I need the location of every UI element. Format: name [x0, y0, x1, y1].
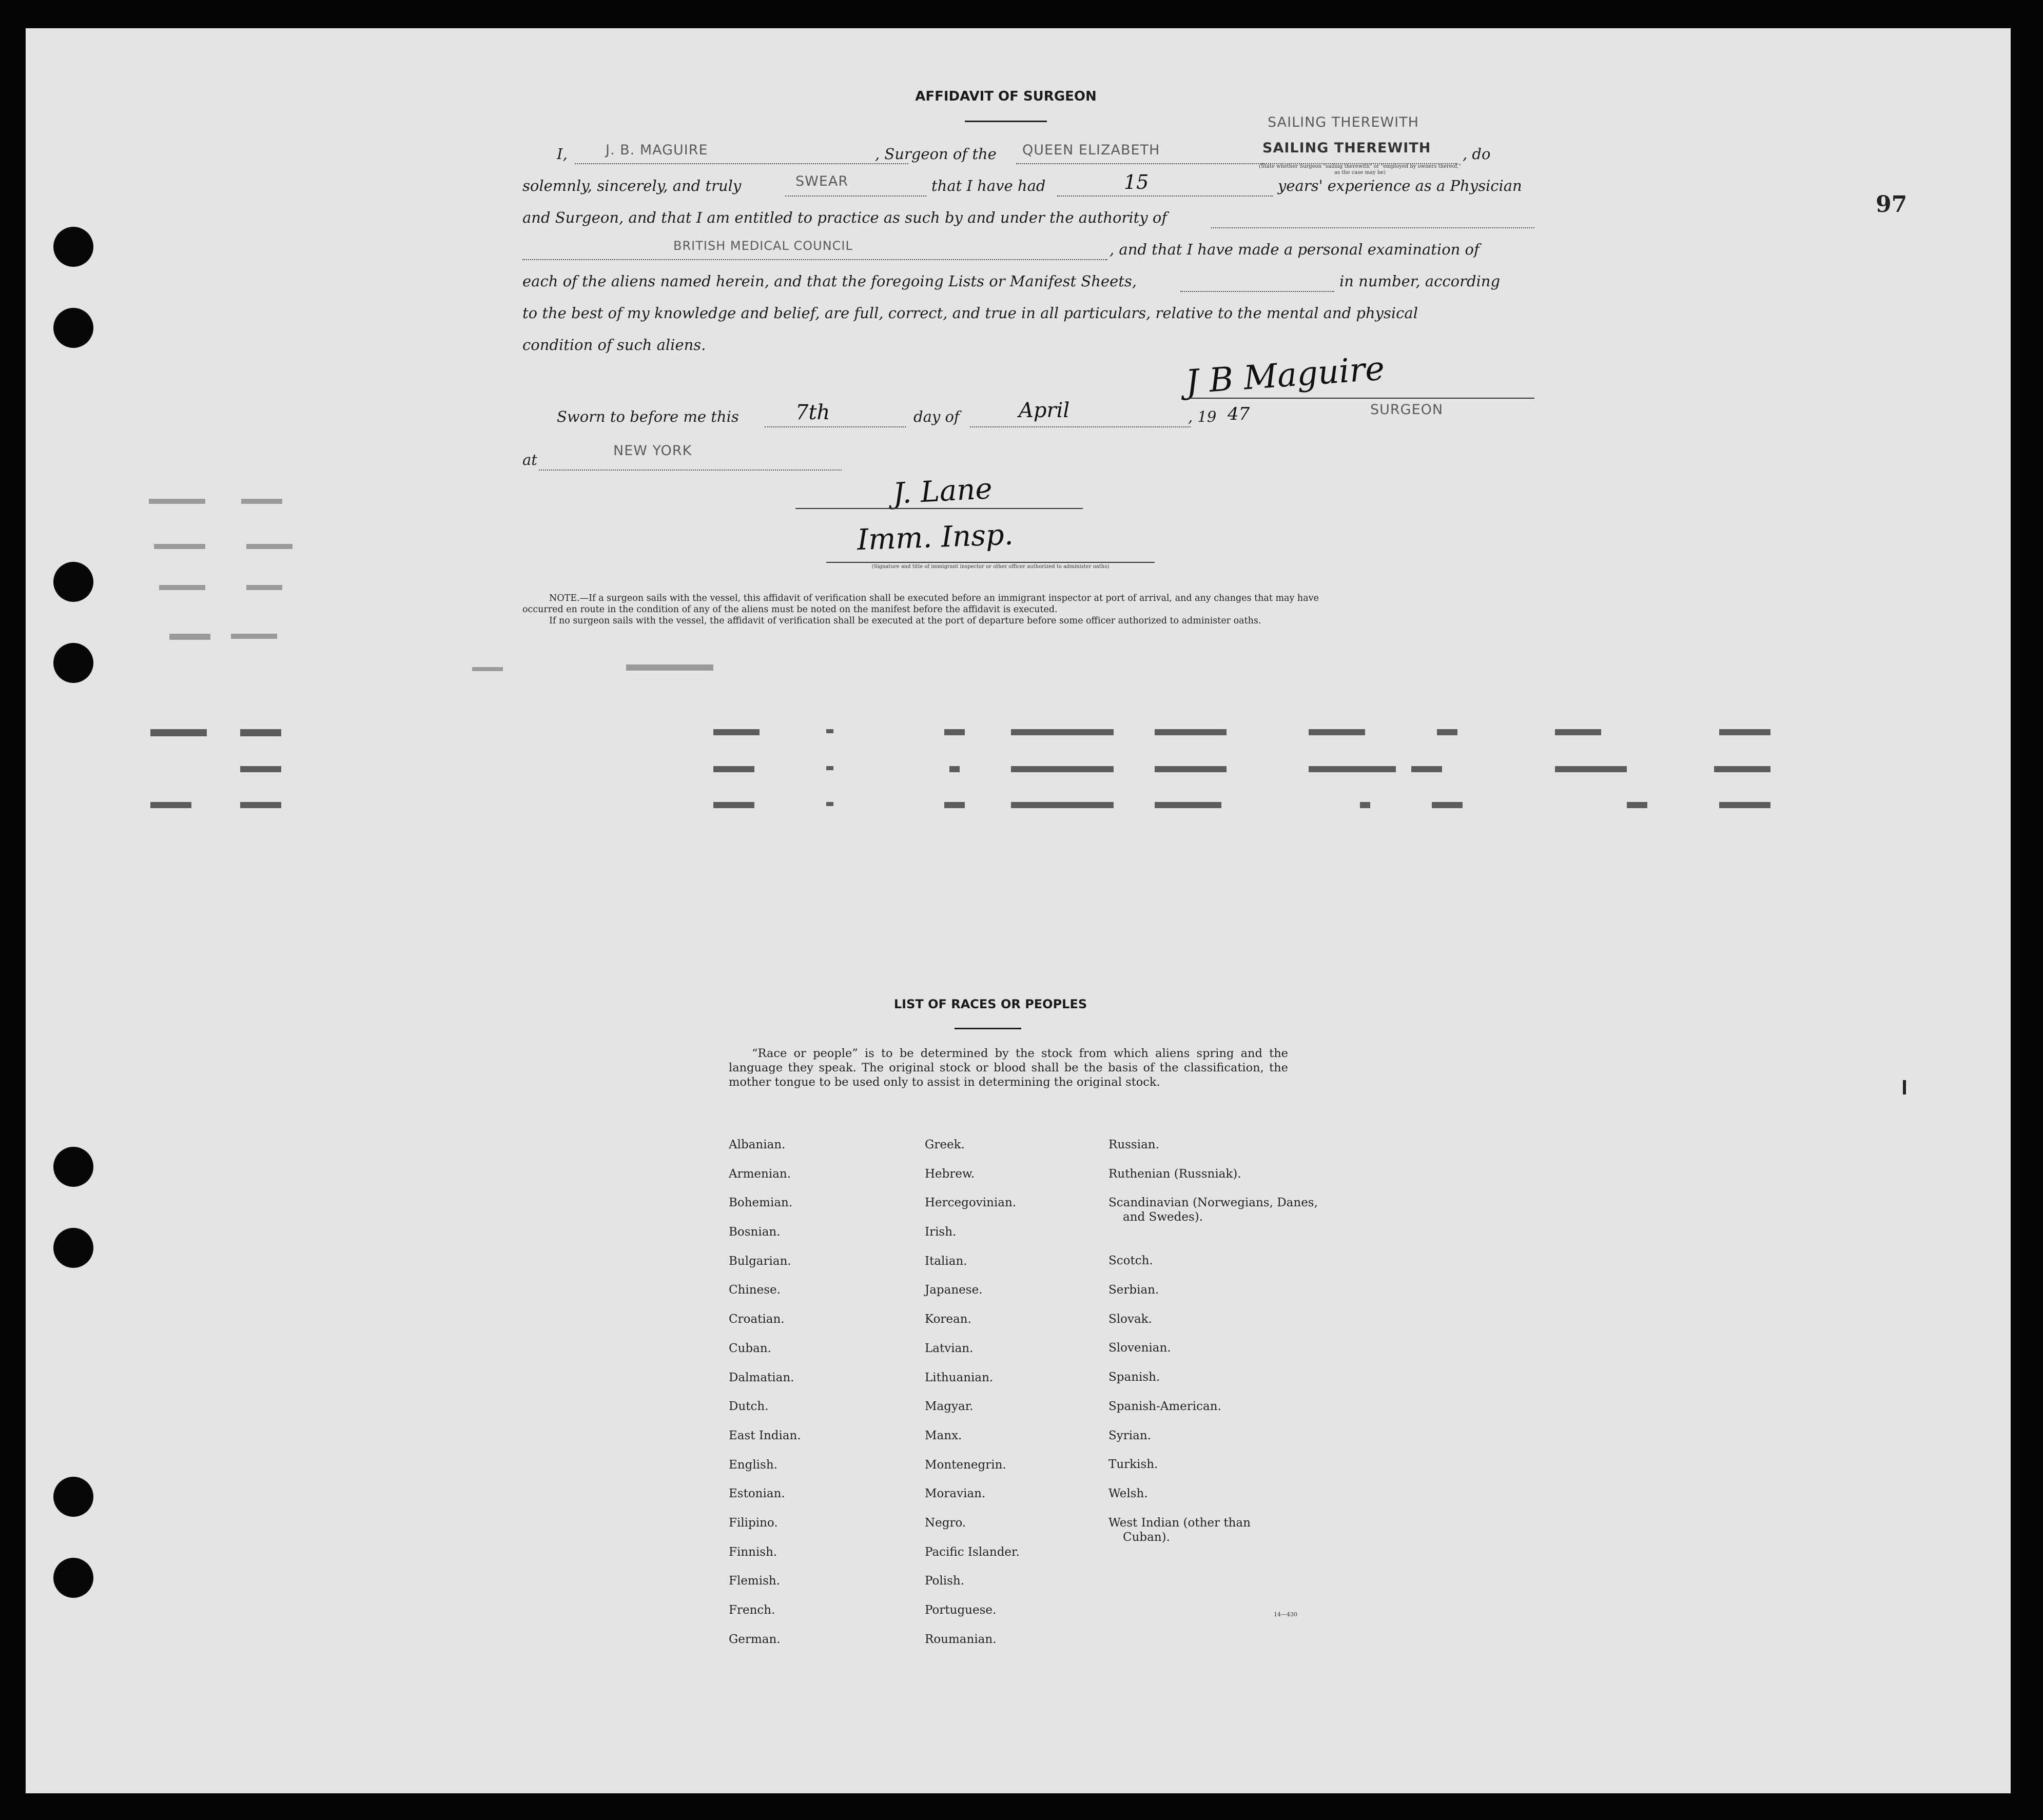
line5-text-b: in number, according: [1339, 272, 1501, 290]
sailing-stamp: SAILING THEREWITH: [1262, 140, 1431, 156]
races-intro: “Race or people” is to be determined by the stock from which aliens spring and the language they speak. The original stock or blood shall be the basis of the classification, the mother tongue to be used only to assist in determining the original stock.: [729, 1047, 1288, 1089]
punch-hole: [53, 1558, 93, 1598]
year-prefix: , 19: [1188, 408, 1217, 425]
month-blank: [970, 426, 1191, 427]
race-item: Chinese.: [729, 1283, 781, 1297]
race-item: Spanish-American.: [1108, 1399, 1221, 1413]
inspector-line-2: [826, 562, 1155, 563]
sworn-text-b: day of: [913, 408, 960, 425]
line3-text: and Surgeon, and that I am entitled to practice as such by and under the authority of: [522, 209, 1168, 226]
race-item: Scotch.: [1108, 1254, 1153, 1268]
line7-text: condition of such aliens.: [522, 336, 706, 354]
faded-manifest-rows: [26, 28, 2011, 901]
race-item: Slovenian.: [1108, 1341, 1171, 1355]
race-item: Italian.: [925, 1254, 967, 1268]
authority-blank-2: [522, 259, 1107, 260]
races-title: LIST OF RACES OR PEOPLES: [893, 997, 1087, 1011]
race-item: Dalmatian.: [729, 1371, 794, 1384]
race-item: Bosnian.: [729, 1225, 781, 1239]
pre-name-text: I,: [557, 145, 568, 163]
race-item: Japanese.: [925, 1283, 983, 1297]
race-item: Korean.: [925, 1313, 971, 1326]
race-item: Turkish.: [1108, 1458, 1158, 1472]
inspector-title-signature: Imm. Insp.: [856, 518, 1014, 557]
race-item: Russian.: [1108, 1138, 1159, 1151]
race-item: Portuguese.: [925, 1603, 997, 1617]
race-item: Welsh.: [1108, 1486, 1148, 1500]
race-item: German.: [729, 1632, 781, 1646]
race-item: French.: [729, 1603, 775, 1617]
race-item: Latvian.: [925, 1341, 974, 1355]
title-underline: [965, 121, 1047, 122]
races-column-1: [729, 1138, 913, 1661]
race-item: Armenian.: [729, 1167, 791, 1181]
line4-text: , and that I have made a personal examination of: [1110, 241, 1480, 258]
surgeon-label: SURGEON: [1370, 402, 1444, 418]
line6-text: to the best of my knowledge and belief, are full, correct, and true in all particulars, relative to the mental and physical: [522, 304, 1418, 322]
note-line-2: occurred en route in the condition of any of the aliens must be noted on the manifest before the affidavit is executed.: [522, 604, 1058, 615]
race-item: Bulgarian.: [729, 1254, 791, 1268]
race-item: Irish.: [925, 1225, 957, 1239]
race-item: Greek.: [925, 1138, 965, 1151]
race-item: Pacific Islander.: [925, 1545, 1020, 1559]
race-item: Montenegrin.: [925, 1458, 1006, 1472]
inspector-caption: (Signature and title of immigrant inspector or other officer authorized to administer oaths): [871, 564, 1110, 570]
swear-word: SWEAR: [795, 173, 849, 189]
race-item: Cuban.: [729, 1341, 771, 1355]
form-number: 14—430: [1274, 1611, 1297, 1618]
race-item: Polish.: [925, 1574, 965, 1588]
do-text: , do: [1463, 145, 1491, 163]
years-value: 15: [1124, 171, 1149, 193]
race-item: East Indian.: [729, 1428, 801, 1442]
race-item: Filipino.: [729, 1516, 778, 1530]
surgeon-of-text: , Surgeon of the: [875, 145, 997, 163]
race-item: Albanian.: [729, 1138, 786, 1151]
surgeon-name: J. B. MAGUIRE: [606, 142, 708, 158]
authority-blank-1: [1211, 227, 1534, 228]
race-item: Flemish.: [729, 1574, 781, 1588]
race-item: Hebrew.: [925, 1167, 975, 1181]
races-title-underline: [955, 1028, 1021, 1029]
place-blank: [539, 469, 842, 471]
race-item: Dutch.: [729, 1400, 769, 1414]
race-item: Moravian.: [925, 1487, 986, 1501]
ship-name: QUEEN ELIZABETH: [1022, 142, 1160, 158]
race-item: Slovak.: [1108, 1312, 1152, 1326]
race-item: Magyar.: [925, 1400, 974, 1414]
race-item: Scandinavian (Norwegians, Danes, and Swedes).: [1108, 1196, 1318, 1224]
race-item: Ruthenian (Russniak).: [1108, 1167, 1241, 1181]
sailing-stamp-upper: SAILING THEREWITH: [1268, 114, 1419, 130]
page-number: 97: [1876, 191, 1908, 218]
punch-hole: [53, 1228, 93, 1268]
sworn-day: 7th: [795, 401, 830, 424]
line2-text-a: solemnly, sincerely, and truly: [522, 177, 742, 194]
race-item: Croatian.: [729, 1313, 785, 1326]
race-item: Negro.: [925, 1516, 966, 1530]
race-item: Manx.: [925, 1428, 962, 1442]
sworn-text-a: Sworn to before me this: [557, 408, 739, 425]
race-item: English.: [729, 1458, 777, 1472]
line2-text-b: that I have had: [931, 177, 1046, 194]
document-page: [26, 28, 2011, 1793]
sworn-month: April: [1019, 399, 1070, 422]
race-item: Serbian.: [1108, 1283, 1159, 1297]
signature-line: [1188, 398, 1534, 399]
sworn-year: 47: [1228, 404, 1250, 424]
races-column-3: [1108, 1138, 1324, 1544]
race-item: Finnish.: [729, 1545, 777, 1559]
authority-value: BRITISH MEDICAL COUNCIL: [673, 239, 853, 253]
margin-mark: [1903, 1080, 1906, 1094]
sheets-blank: [1180, 291, 1334, 292]
race-item: Bohemian.: [729, 1196, 793, 1210]
race-item: Estonian.: [729, 1487, 785, 1501]
at-text: at: [522, 451, 537, 468]
state-note: (State whether Surgeon "sailing therewith" or "employed by owners thereof," as the case may be): [1259, 164, 1461, 175]
race-item: Hercegovinian.: [925, 1196, 1017, 1210]
race-item: Syrian.: [1108, 1428, 1151, 1442]
place-value: NEW YORK: [613, 443, 692, 459]
years-blank: [1057, 195, 1273, 197]
day-blank: [765, 426, 906, 427]
punch-hole: [53, 1147, 93, 1187]
inspector-line-1: [795, 508, 1083, 509]
race-item: West Indian (other than Cuban).: [1108, 1516, 1251, 1544]
punch-hole: [53, 1477, 93, 1517]
line2-text-c: years' experience as a Physician: [1278, 177, 1522, 194]
inspector-signature: J. Lane: [892, 472, 994, 511]
ship-blank: [1016, 163, 1262, 164]
swear-blank: [785, 195, 926, 197]
race-item: Lithuanian.: [925, 1371, 994, 1384]
name-blank: [575, 163, 908, 164]
surgeon-signature: J B Maguire: [1184, 349, 1386, 402]
affidavit-title: AFFIDAVIT OF SURGEON: [915, 89, 1097, 104]
note-line-1: NOTE.—If a surgeon sails with the vessel, this affidavit of verification shall be executed before an immigrant inspector at port of arrival, and any changes that may have: [549, 593, 1319, 603]
race-item: Roumanian.: [925, 1632, 997, 1646]
line5-text-a: each of the aliens named herein, and that the foregoing Lists or Manifest Sheets,: [522, 272, 1137, 290]
races-column-2: [925, 1138, 1110, 1661]
race-item: Spanish.: [1108, 1371, 1160, 1384]
note-line-3: If no surgeon sails with the vessel, the affidavit of verification shall be executed at the port of departure before some officer authorized to administer oaths.: [549, 616, 1261, 626]
